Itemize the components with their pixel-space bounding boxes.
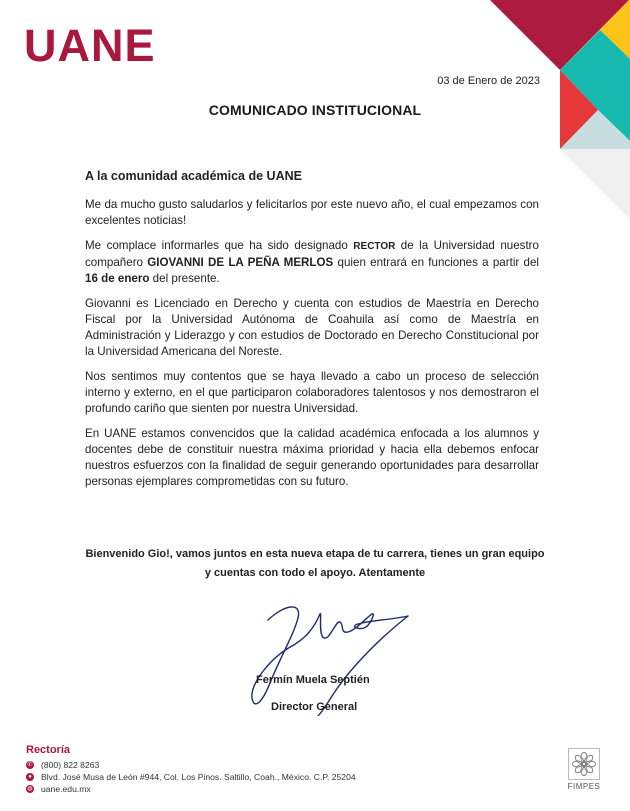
footer-phone bbox=[26, 759, 356, 771]
fimpes-accreditation bbox=[564, 748, 604, 791]
rector-title: RECTOR bbox=[353, 241, 396, 252]
start-date: 16 de enero bbox=[85, 272, 150, 285]
fimpes-logo-icon bbox=[568, 748, 600, 780]
footer-address bbox=[26, 771, 356, 783]
crimson-triangle bbox=[490, 0, 629, 70]
paragraph-mission: En UANE estamos convencidos que la calidad académica enfocada a los alumnos y docentes debe de constituir nuestra máxima prioridad y hacia ella debemos enfocar nuestros esfuerzos con la finalidad de seguir generando oportunidades para desarrollar personas ejemplares comprometidas con su futuro. bbox=[85, 427, 539, 488]
letter-date: 03 de Enero de 2023 bbox=[437, 75, 540, 87]
location-pin-icon: ● bbox=[26, 773, 34, 781]
text-segment: Me complace informarles que ha sido designado bbox=[85, 239, 354, 252]
closing-line-2: y cuentas con todo el apoyo. Atentamente bbox=[204, 567, 426, 579]
signer-name: Fermín Muela Septién bbox=[256, 674, 370, 686]
paragraph-announcement bbox=[85, 238, 539, 287]
flower-icon bbox=[569, 749, 599, 779]
uane-logo: UANE bbox=[24, 20, 156, 71]
teal-shape bbox=[560, 30, 630, 141]
letter-body bbox=[85, 168, 539, 499]
signer-role: Director General bbox=[271, 701, 358, 713]
handwritten-signature bbox=[240, 598, 410, 716]
document-title: COMUNICADO INSTITUCIONAL bbox=[208, 102, 422, 118]
paragraph-selection: Nos sentimos muy contentos que se haya llevado a cabo un proceso de selección interno y externo, en el que participaron colaboradores talentosos y nos demostraron el profundo cariño que sienten por nuestra Universidad. bbox=[85, 370, 539, 415]
text-segment: de la Universidad nuestro compañero bbox=[85, 239, 539, 269]
website-link[interactable]: uane.edu.mx bbox=[41, 784, 91, 794]
closing-line-1: Bienvenido Gio!, vamos juntos en esta nueva etapa de tu carrera, tienes un gran equipo bbox=[85, 548, 545, 560]
light-gray-triangle bbox=[560, 149, 630, 219]
paragraph-background: Giovanni es Licenciado en Derecho y cuenta con estudios de Maestría en Derecho Fiscal por la Universidad Autónoma de Coahuila así como de Maestría en Administración y Liderazgo y con estudios de Doctorado en Derecho Constitucional por la Universidad Americana del Noreste. bbox=[85, 297, 539, 358]
globe-icon: ◍ bbox=[27, 786, 33, 792]
phone-number: (800) 822 8263 bbox=[41, 760, 100, 770]
footer-contact bbox=[26, 744, 356, 795]
footer-website bbox=[26, 783, 356, 795]
footer-title: Rectoría bbox=[26, 744, 71, 756]
greeting: A la comunidad académica de UANE bbox=[85, 169, 302, 183]
address-text: Blvd. José Musa de León #944, Col. Los Pinos. Saltillo, Coah., México. C.P. 25204 bbox=[41, 772, 356, 782]
paragraph-intro: Me da mucho gusto saludarlos y felicitarlos por este nuevo año, el cual empezamos con excelentes noticias! bbox=[85, 198, 539, 227]
text-segment: quien entrará en funciones a partir del bbox=[333, 256, 540, 269]
yellow-shape bbox=[600, 0, 630, 59]
fimpes-label: FIMPES bbox=[567, 782, 601, 791]
text-segment: del presente. bbox=[149, 272, 220, 285]
closing-message bbox=[80, 545, 550, 583]
appointee-name: GIOVANNI DE LA PEÑA MERLOS bbox=[147, 256, 334, 269]
phone-icon: ✆ bbox=[27, 762, 33, 768]
